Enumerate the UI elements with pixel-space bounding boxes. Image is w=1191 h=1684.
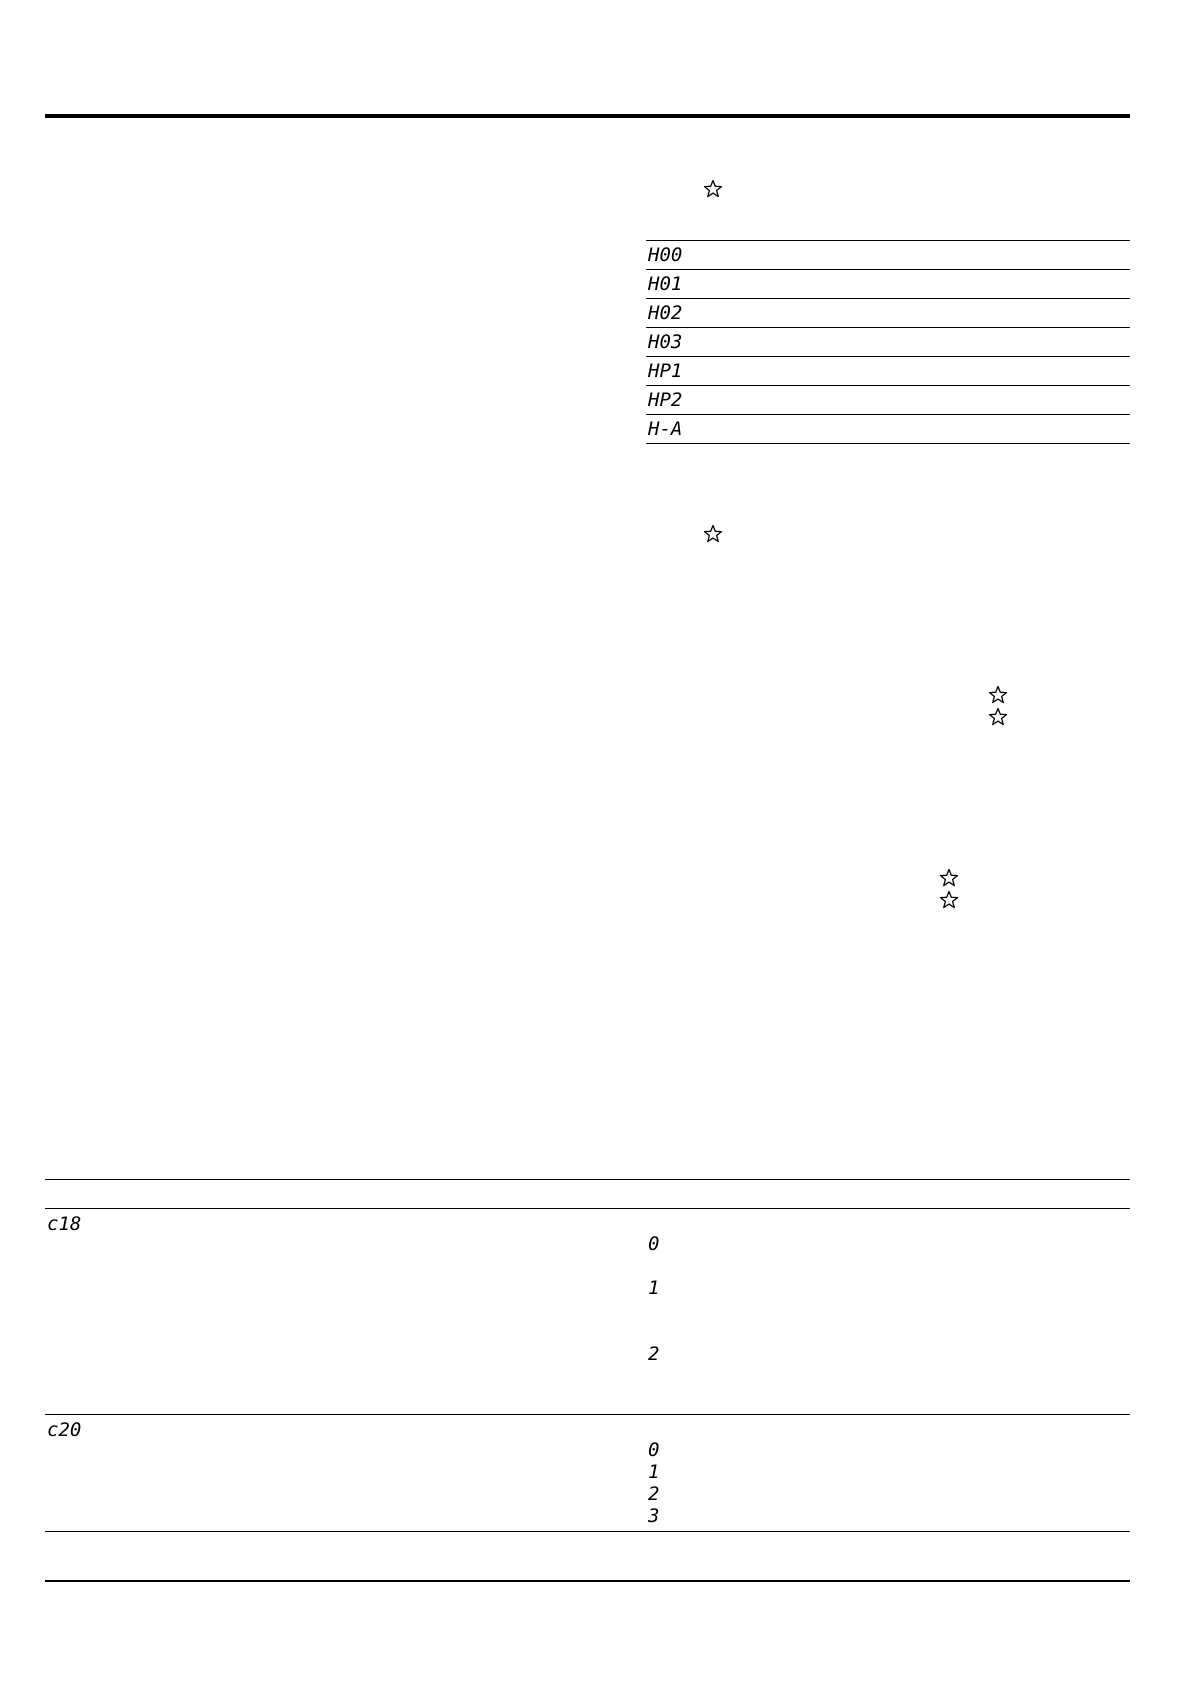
error-code-table <box>646 240 1130 444</box>
error-code: H-A <box>648 418 683 440</box>
star-icon <box>703 524 723 544</box>
setting-option: 0 <box>648 1439 660 1461</box>
error-code: H01 <box>648 273 683 295</box>
star-icon <box>703 179 723 199</box>
setting-option: 1 <box>648 1461 660 1483</box>
table-row <box>646 328 1130 357</box>
setting-code-c20: c20 <box>47 1419 82 1441</box>
star-icon <box>939 868 959 888</box>
table-row <box>646 299 1130 328</box>
table-row <box>646 270 1130 299</box>
error-code: H03 <box>648 331 683 353</box>
setting-option: 2 <box>648 1343 660 1365</box>
setting-option: 2 <box>648 1483 660 1505</box>
setting-option: 0 <box>648 1233 660 1255</box>
footer-rule <box>45 1580 1130 1582</box>
settings-table-bottom-rule <box>45 1531 1130 1532</box>
star-icon <box>988 707 1008 727</box>
star-icon <box>939 890 959 910</box>
error-code: H02 <box>648 302 683 324</box>
settings-row-divider <box>45 1414 1130 1415</box>
setting-option: 3 <box>648 1505 660 1527</box>
header-rule <box>45 114 1130 118</box>
setting-option: 1 <box>648 1277 660 1299</box>
error-code: HP2 <box>648 389 683 411</box>
error-code: HP1 <box>648 360 683 382</box>
table-row <box>646 241 1130 270</box>
table-row <box>646 386 1130 415</box>
star-icon <box>988 685 1008 705</box>
setting-code-c18: c18 <box>47 1213 82 1235</box>
error-code: H00 <box>648 244 683 266</box>
settings-table-header-rule <box>45 1208 1130 1209</box>
table-row <box>646 415 1130 444</box>
table-row <box>646 357 1130 386</box>
settings-table-top-rule <box>45 1179 1130 1180</box>
